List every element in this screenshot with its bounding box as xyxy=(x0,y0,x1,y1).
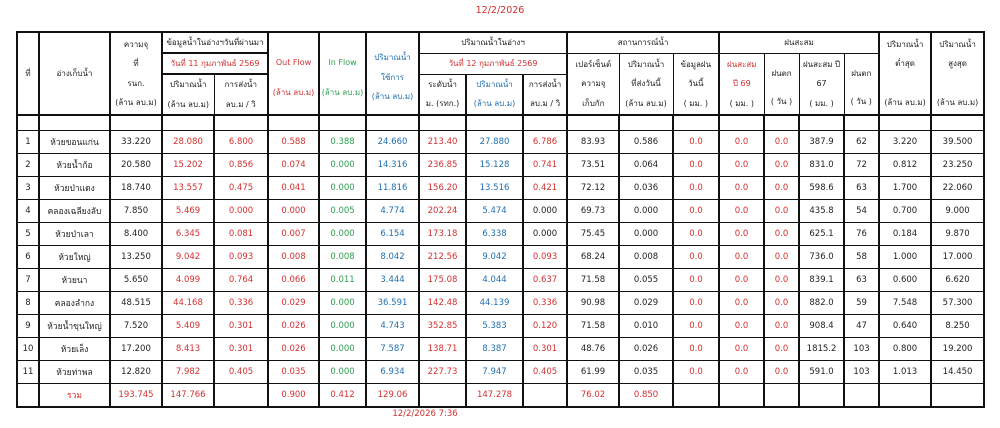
reservoir-table xyxy=(16,31,985,408)
cell-max: 17.000 xyxy=(931,246,984,269)
cell-no: 2 xyxy=(17,154,39,177)
cell-level: 212.56 xyxy=(419,246,466,269)
cell-usable: 7.587 xyxy=(366,338,419,361)
cell-level: 173.18 xyxy=(419,223,466,246)
cell-inflow: 0.005 xyxy=(319,200,366,223)
cell-max: 6.620 xyxy=(931,269,984,292)
cell-rain69: 0.0 xyxy=(719,338,764,361)
table-row xyxy=(17,315,984,338)
spacer-row xyxy=(17,115,984,131)
cell-cur-volume: 44.139 xyxy=(466,292,523,315)
cell-inflow: 0.388 xyxy=(319,131,366,154)
cell-rain67-days: 63 xyxy=(844,269,879,292)
cell-cur-release: 0.637 xyxy=(523,269,567,292)
cell-rain69: 0.0 xyxy=(719,361,764,384)
total-capacity: 193.745 xyxy=(110,384,162,408)
cell-rain67-days: 59 xyxy=(844,292,879,315)
cell-percent: 61.99 xyxy=(567,361,619,384)
cell-cur-volume: 13.516 xyxy=(466,177,523,200)
cell-prev-release: 0.475 xyxy=(214,177,268,200)
cell-percent: 69.73 xyxy=(567,200,619,223)
cell-today-release: 0.036 xyxy=(619,177,673,200)
cell-rain-today: 0.0 xyxy=(673,154,719,177)
cell-cur-volume: 6.338 xyxy=(466,223,523,246)
header-current-date: วันที่ 12 กุมภาพันธ์ 2569 xyxy=(419,53,567,74)
header-capacity: ความจุ ที่ รนก. (ล้าน ลบ.ม) xyxy=(110,32,162,115)
cell-rain-today: 0.0 xyxy=(673,246,719,269)
cell-level: 213.40 xyxy=(419,131,466,154)
cell-usable: 36.591 xyxy=(366,292,419,315)
cell-usable: 6.934 xyxy=(366,361,419,384)
total-prev-release xyxy=(214,384,268,408)
cell-prev-release: 0.336 xyxy=(214,292,268,315)
cell-prev-volume: 13.557 xyxy=(162,177,214,200)
header-current-release: การส่งน้ำ ลบ.ม / วิ xyxy=(523,74,567,115)
cell-capacity: 18.740 xyxy=(110,177,162,200)
header-no: ที่ xyxy=(17,32,39,115)
cell-prev-volume: 9.042 xyxy=(162,246,214,269)
cell-rain69-days: 0.0 xyxy=(764,154,799,177)
cell-rain67-days: 76 xyxy=(844,223,879,246)
total-prev-volume: 147.766 xyxy=(162,384,214,408)
cell-today-release: 0.008 xyxy=(619,246,673,269)
table-row xyxy=(17,269,984,292)
cell-rain69-days: 0.0 xyxy=(764,361,799,384)
table-row xyxy=(17,177,984,200)
cell-percent: 90.98 xyxy=(567,292,619,315)
table-row xyxy=(17,200,984,223)
cell-rain69-days: 0.0 xyxy=(764,269,799,292)
cell-outflow: 0.029 xyxy=(268,292,319,315)
cell-max: 57.300 xyxy=(931,292,984,315)
cell-capacity: 20.580 xyxy=(110,154,162,177)
report-timestamp: 12/2/2026 7:36 xyxy=(392,409,458,419)
header-min: ปริมาณน้ำ ต่ำสุด (ล้าน ลบ.ม) xyxy=(879,32,931,115)
cell-outflow: 0.066 xyxy=(268,269,319,292)
table-row xyxy=(17,246,984,269)
header-status-group: สถานการณ์น้ำ xyxy=(567,32,719,53)
cell-max: 8.250 xyxy=(931,315,984,338)
cell-rain69: 0.0 xyxy=(719,315,764,338)
cell-inflow: 0.000 xyxy=(319,361,366,384)
cell-level: 142.48 xyxy=(419,292,466,315)
cell-level: 175.08 xyxy=(419,269,466,292)
cell-rain67-days: 58 xyxy=(844,246,879,269)
cell-rain67: 625.1 xyxy=(799,223,844,246)
header-rain69-days: ฝนตก ( วัน ) xyxy=(764,53,799,115)
cell-capacity: 48.515 xyxy=(110,292,162,315)
cell-rain-today: 0.0 xyxy=(673,200,719,223)
table-row xyxy=(17,131,984,154)
cell-name: ห้วยขอนแก่น xyxy=(39,131,110,154)
cell-today-release: 0.010 xyxy=(619,315,673,338)
cell-cur-volume: 15.128 xyxy=(466,154,523,177)
cell-outflow: 0.588 xyxy=(268,131,319,154)
cell-outflow: 0.074 xyxy=(268,154,319,177)
cell-rain-today: 0.0 xyxy=(673,223,719,246)
cell-prev-release: 0.093 xyxy=(214,246,268,269)
cell-usable: 6.154 xyxy=(366,223,419,246)
cell-rain67: 591.0 xyxy=(799,361,844,384)
cell-rain69-days: 0.0 xyxy=(764,338,799,361)
cell-prev-volume: 5.409 xyxy=(162,315,214,338)
cell-rain67: 831.0 xyxy=(799,154,844,177)
cell-rain67-days: 103 xyxy=(844,361,879,384)
cell-prev-release: 6.800 xyxy=(214,131,268,154)
cell-inflow: 0.000 xyxy=(319,292,366,315)
cell-capacity: 13.250 xyxy=(110,246,162,269)
header-prev-release: การส่งน้ำ ลบ.ม / วิ xyxy=(214,74,268,115)
cell-rain-today: 0.0 xyxy=(673,338,719,361)
cell-rain-today: 0.0 xyxy=(673,131,719,154)
cell-rain67: 387.9 xyxy=(799,131,844,154)
cell-capacity: 8.400 xyxy=(110,223,162,246)
cell-today-release: 0.055 xyxy=(619,269,673,292)
cell-rain67: 839.1 xyxy=(799,269,844,292)
cell-rain67-days: 62 xyxy=(844,131,879,154)
header-prev-date: วันที่ 11 กุมภาพันธ์ 2569 xyxy=(162,53,268,74)
header-rain69: ฝนสะสม ปี 69 ( มม. ) xyxy=(719,53,764,115)
cell-no: 11 xyxy=(17,361,39,384)
header-current-group: ปริมาณน้ำในอ่างฯ xyxy=(419,32,567,53)
cell-cur-volume: 4.044 xyxy=(466,269,523,292)
cell-rain69-days: 0.0 xyxy=(764,246,799,269)
cell-percent: 72.12 xyxy=(567,177,619,200)
cell-usable: 4.774 xyxy=(366,200,419,223)
cell-rain69: 0.0 xyxy=(719,200,764,223)
table-row xyxy=(17,154,984,177)
cell-capacity: 7.520 xyxy=(110,315,162,338)
cell-prev-volume: 44.168 xyxy=(162,292,214,315)
cell-level: 352.85 xyxy=(419,315,466,338)
header-level: ระดับน้ำ ม. (รทก.) xyxy=(419,74,466,115)
cell-rain67-days: 72 xyxy=(844,154,879,177)
cell-capacity: 5.650 xyxy=(110,269,162,292)
table-row xyxy=(17,338,984,361)
report-date: 12/2/2026 xyxy=(475,5,525,16)
table-body xyxy=(17,131,984,384)
cell-name: ห้วยน้ำขุนใหญ่ xyxy=(39,315,110,338)
cell-usable: 24.660 xyxy=(366,131,419,154)
cell-today-release: 0.000 xyxy=(619,200,673,223)
cell-rain69: 0.0 xyxy=(719,292,764,315)
cell-prev-release: 0.081 xyxy=(214,223,268,246)
cell-usable: 4.743 xyxy=(366,315,419,338)
cell-prev-release: 0.301 xyxy=(214,338,268,361)
cell-prev-volume: 28.080 xyxy=(162,131,214,154)
cell-name: คลองเฉลียงลับ xyxy=(39,200,110,223)
cell-rain69-days: 0.0 xyxy=(764,223,799,246)
header-usable: ปริมาณน้ำ ใช้การ (ล้าน ลบ.ม) xyxy=(366,32,419,115)
cell-rain69-days: 0.0 xyxy=(764,315,799,338)
cell-rain69: 0.0 xyxy=(719,154,764,177)
total-today-release: 0.850 xyxy=(619,384,673,408)
total-level xyxy=(419,384,466,408)
header-rain-group: ฝนสะสม xyxy=(719,32,879,53)
total-outflow: 0.900 xyxy=(268,384,319,408)
cell-cur-release: 0.741 xyxy=(523,154,567,177)
cell-usable: 11.816 xyxy=(366,177,419,200)
cell-name: คลองลำกง xyxy=(39,292,110,315)
cell-min: 0.640 xyxy=(879,315,931,338)
total-current-volume: 147.278 xyxy=(466,384,523,408)
cell-prev-volume: 6.345 xyxy=(162,223,214,246)
cell-rain67: 882.0 xyxy=(799,292,844,315)
cell-outflow: 0.007 xyxy=(268,223,319,246)
cell-cur-volume: 5.383 xyxy=(466,315,523,338)
cell-cur-volume: 27.880 xyxy=(466,131,523,154)
cell-outflow: 0.008 xyxy=(268,246,319,269)
cell-percent: 75.45 xyxy=(567,223,619,246)
cell-usable: 8.042 xyxy=(366,246,419,269)
cell-min: 0.184 xyxy=(879,223,931,246)
cell-no: 4 xyxy=(17,200,39,223)
cell-rain-today: 0.0 xyxy=(673,269,719,292)
total-row xyxy=(17,384,984,408)
cell-prev-release: 0.405 xyxy=(214,361,268,384)
cell-inflow: 0.000 xyxy=(319,223,366,246)
cell-rain-today: 0.0 xyxy=(673,292,719,315)
cell-prev-volume: 5.469 xyxy=(162,200,214,223)
cell-min: 7.548 xyxy=(879,292,931,315)
cell-rain67: 435.8 xyxy=(799,200,844,223)
cell-no: 7 xyxy=(17,269,39,292)
cell-max: 22.060 xyxy=(931,177,984,200)
cell-cur-volume: 7.947 xyxy=(466,361,523,384)
cell-min: 3.220 xyxy=(879,131,931,154)
cell-rain67: 908.4 xyxy=(799,315,844,338)
header-current-volume: ปริมาณน้ำ (ล้าน ลบ.ม) xyxy=(466,74,523,115)
cell-rain69-days: 0.0 xyxy=(764,177,799,200)
cell-capacity: 7.850 xyxy=(110,200,162,223)
cell-rain69-days: 0.0 xyxy=(764,292,799,315)
cell-capacity: 12.820 xyxy=(110,361,162,384)
cell-rain67-days: 54 xyxy=(844,200,879,223)
cell-rain69-days: 0.0 xyxy=(764,200,799,223)
cell-rain69-days: 0.0 xyxy=(764,131,799,154)
cell-rain67-days: 63 xyxy=(844,177,879,200)
cell-cur-release: 0.336 xyxy=(523,292,567,315)
cell-max: 9.000 xyxy=(931,200,984,223)
cell-no: 9 xyxy=(17,315,39,338)
cell-capacity: 17.200 xyxy=(110,338,162,361)
header-rain-today: ข้อมูลฝน วันนี้ ( มม. ) xyxy=(673,53,719,115)
cell-rain-today: 0.0 xyxy=(673,361,719,384)
cell-min: 0.812 xyxy=(879,154,931,177)
cell-min: 0.800 xyxy=(879,338,931,361)
header-max: ปริมาณน้ำ สูงสุด (ล้าน ลบ.ม) xyxy=(931,32,984,115)
cell-percent: 73.51 xyxy=(567,154,619,177)
total-usable: 129.06 xyxy=(366,384,419,408)
cell-name: ห้วยใหญ่ xyxy=(39,246,110,269)
cell-no: 5 xyxy=(17,223,39,246)
cell-name: ห้วยเล็ง xyxy=(39,338,110,361)
cell-inflow: 0.000 xyxy=(319,315,366,338)
cell-no: 6 xyxy=(17,246,39,269)
cell-inflow: 0.000 xyxy=(319,154,366,177)
cell-cur-release: 0.000 xyxy=(523,200,567,223)
total-inflow: 0.412 xyxy=(319,384,366,408)
cell-rain67: 736.0 xyxy=(799,246,844,269)
cell-today-release: 0.035 xyxy=(619,361,673,384)
cell-rain67: 1815.2 xyxy=(799,338,844,361)
cell-cur-volume: 9.042 xyxy=(466,246,523,269)
cell-name: ห้วยนา xyxy=(39,269,110,292)
cell-rain69: 0.0 xyxy=(719,269,764,292)
cell-outflow: 0.000 xyxy=(268,200,319,223)
cell-name: ห้วยท่าพล xyxy=(39,361,110,384)
cell-rain69: 0.0 xyxy=(719,131,764,154)
cell-outflow: 0.035 xyxy=(268,361,319,384)
cell-cur-release: 6.786 xyxy=(523,131,567,154)
total-current-release xyxy=(523,384,567,408)
cell-cur-volume: 8.387 xyxy=(466,338,523,361)
header-rain67: ฝนสะสม ปี 67 ( มม. ) xyxy=(799,53,844,115)
cell-cur-release: 0.421 xyxy=(523,177,567,200)
cell-capacity: 33.220 xyxy=(110,131,162,154)
cell-rain69: 0.0 xyxy=(719,177,764,200)
cell-level: 236.85 xyxy=(419,154,466,177)
cell-today-release: 0.586 xyxy=(619,131,673,154)
cell-inflow: 0.000 xyxy=(319,177,366,200)
cell-prev-release: 0.301 xyxy=(214,315,268,338)
header-outflow: Out Flow (ล้าน ลบ.ม) xyxy=(268,32,319,115)
table-row xyxy=(17,292,984,315)
cell-prev-release: 0.000 xyxy=(214,200,268,223)
cell-level: 138.71 xyxy=(419,338,466,361)
cell-min: 1.013 xyxy=(879,361,931,384)
cell-percent: 68.24 xyxy=(567,246,619,269)
cell-percent: 83.93 xyxy=(567,131,619,154)
cell-prev-release: 0.856 xyxy=(214,154,268,177)
cell-level: 202.24 xyxy=(419,200,466,223)
cell-max: 39.500 xyxy=(931,131,984,154)
cell-no: 3 xyxy=(17,177,39,200)
cell-today-release: 0.026 xyxy=(619,338,673,361)
cell-level: 156.20 xyxy=(419,177,466,200)
cell-cur-release: 0.405 xyxy=(523,361,567,384)
cell-percent: 71.58 xyxy=(567,315,619,338)
cell-percent: 48.76 xyxy=(567,338,619,361)
cell-prev-volume: 15.202 xyxy=(162,154,214,177)
table-header xyxy=(17,32,984,115)
cell-level: 227.73 xyxy=(419,361,466,384)
cell-rain67-days: 47 xyxy=(844,315,879,338)
cell-max: 23.250 xyxy=(931,154,984,177)
cell-max: 9.870 xyxy=(931,223,984,246)
cell-prev-volume: 8.413 xyxy=(162,338,214,361)
cell-cur-release: 0.093 xyxy=(523,246,567,269)
cell-today-release: 0.064 xyxy=(619,154,673,177)
header-rain67-days: ฝนตก ( วัน ) xyxy=(844,53,879,115)
cell-outflow: 0.041 xyxy=(268,177,319,200)
cell-rain67: 598.6 xyxy=(799,177,844,200)
cell-cur-release: 0.301 xyxy=(523,338,567,361)
cell-min: 0.700 xyxy=(879,200,931,223)
cell-prev-release: 0.764 xyxy=(214,269,268,292)
cell-max: 14.450 xyxy=(931,361,984,384)
cell-outflow: 0.026 xyxy=(268,338,319,361)
cell-today-release: 0.029 xyxy=(619,292,673,315)
header-prev-group: ข้อมูลน้ำในอ่างฯวันที่ผ่านมา xyxy=(162,32,268,53)
header-today-release: ปริมาณน้ำ ที่ส่งวันนี้ (ล้าน ลบ.ม) xyxy=(619,53,673,115)
cell-inflow: 0.008 xyxy=(319,246,366,269)
cell-no: 8 xyxy=(17,292,39,315)
header-percent: เปอร์เซ็นต์ ความจุ เก็บกัก xyxy=(567,53,619,115)
cell-no: 10 xyxy=(17,338,39,361)
cell-cur-release: 0.000 xyxy=(523,223,567,246)
cell-rain-today: 0.0 xyxy=(673,177,719,200)
cell-percent: 71.58 xyxy=(567,269,619,292)
cell-prev-volume: 4.099 xyxy=(162,269,214,292)
cell-rain-today: 0.0 xyxy=(673,315,719,338)
cell-rain69: 0.0 xyxy=(719,246,764,269)
total-percent: 76.02 xyxy=(567,384,619,408)
cell-prev-volume: 7.982 xyxy=(162,361,214,384)
cell-no: 1 xyxy=(17,131,39,154)
cell-name: ห้วยป่าแดง xyxy=(39,177,110,200)
total-label: รวม xyxy=(39,384,110,408)
cell-min: 1.700 xyxy=(879,177,931,200)
cell-usable: 3.444 xyxy=(366,269,419,292)
cell-today-release: 0.000 xyxy=(619,223,673,246)
cell-outflow: 0.026 xyxy=(268,315,319,338)
cell-rain67-days: 103 xyxy=(844,338,879,361)
cell-inflow: 0.011 xyxy=(319,269,366,292)
cell-cur-release: 0.120 xyxy=(523,315,567,338)
header-prev-volume: ปริมาณน้ำ (ล้าน ลบ.ม) xyxy=(162,74,214,115)
table-row xyxy=(17,223,984,246)
cell-usable: 14.316 xyxy=(366,154,419,177)
cell-inflow: 0.000 xyxy=(319,338,366,361)
header-inflow: In Flow (ล้าน ลบ.ม) xyxy=(319,32,366,115)
table-row xyxy=(17,361,984,384)
cell-max: 19.200 xyxy=(931,338,984,361)
cell-cur-volume: 5.474 xyxy=(466,200,523,223)
cell-name: ห้วยป่าเลา xyxy=(39,223,110,246)
cell-rain69: 0.0 xyxy=(719,223,764,246)
cell-min: 0.600 xyxy=(879,269,931,292)
cell-name: ห้วยน้ำก้อ xyxy=(39,154,110,177)
cell-min: 1.000 xyxy=(879,246,931,269)
header-reservoir: อ่างเก็บน้ำ xyxy=(39,32,110,115)
